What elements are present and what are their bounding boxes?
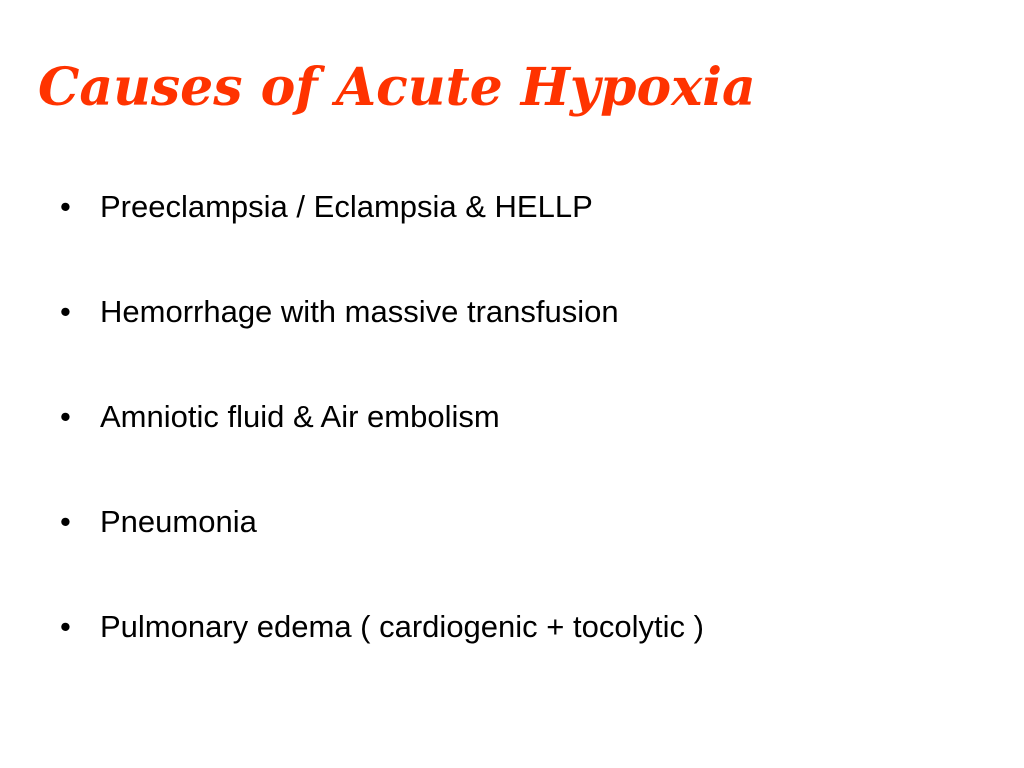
bullet-item-preeclampsia [60,191,593,222]
bullet-dot-icon: • [60,294,71,329]
bullet-text: Pneumonia [100,504,257,539]
bullet-text: Amniotic fluid & Air embolism [100,399,500,434]
bullet-item-hemorrhage [60,296,619,327]
bullet-dot-icon: • [60,189,71,224]
bullet-text: Preeclampsia / Eclampsia & HELLP [100,189,593,224]
bullet-dot-icon: • [60,609,71,644]
slide-title: Causes of Acute Hypoxia [38,57,756,118]
bullet-text: Pulmonary edema ( cardiogenic + tocolytic ) [100,609,704,644]
bullet-item-pulmonary-edema [60,611,704,642]
bullet-item-embolism [60,401,500,432]
bullet-dot-icon: • [60,399,71,434]
bullet-dot-icon: • [60,504,71,539]
bullet-text: Hemorrhage with massive transfusion [100,294,619,329]
bullet-item-pneumonia [60,506,257,537]
